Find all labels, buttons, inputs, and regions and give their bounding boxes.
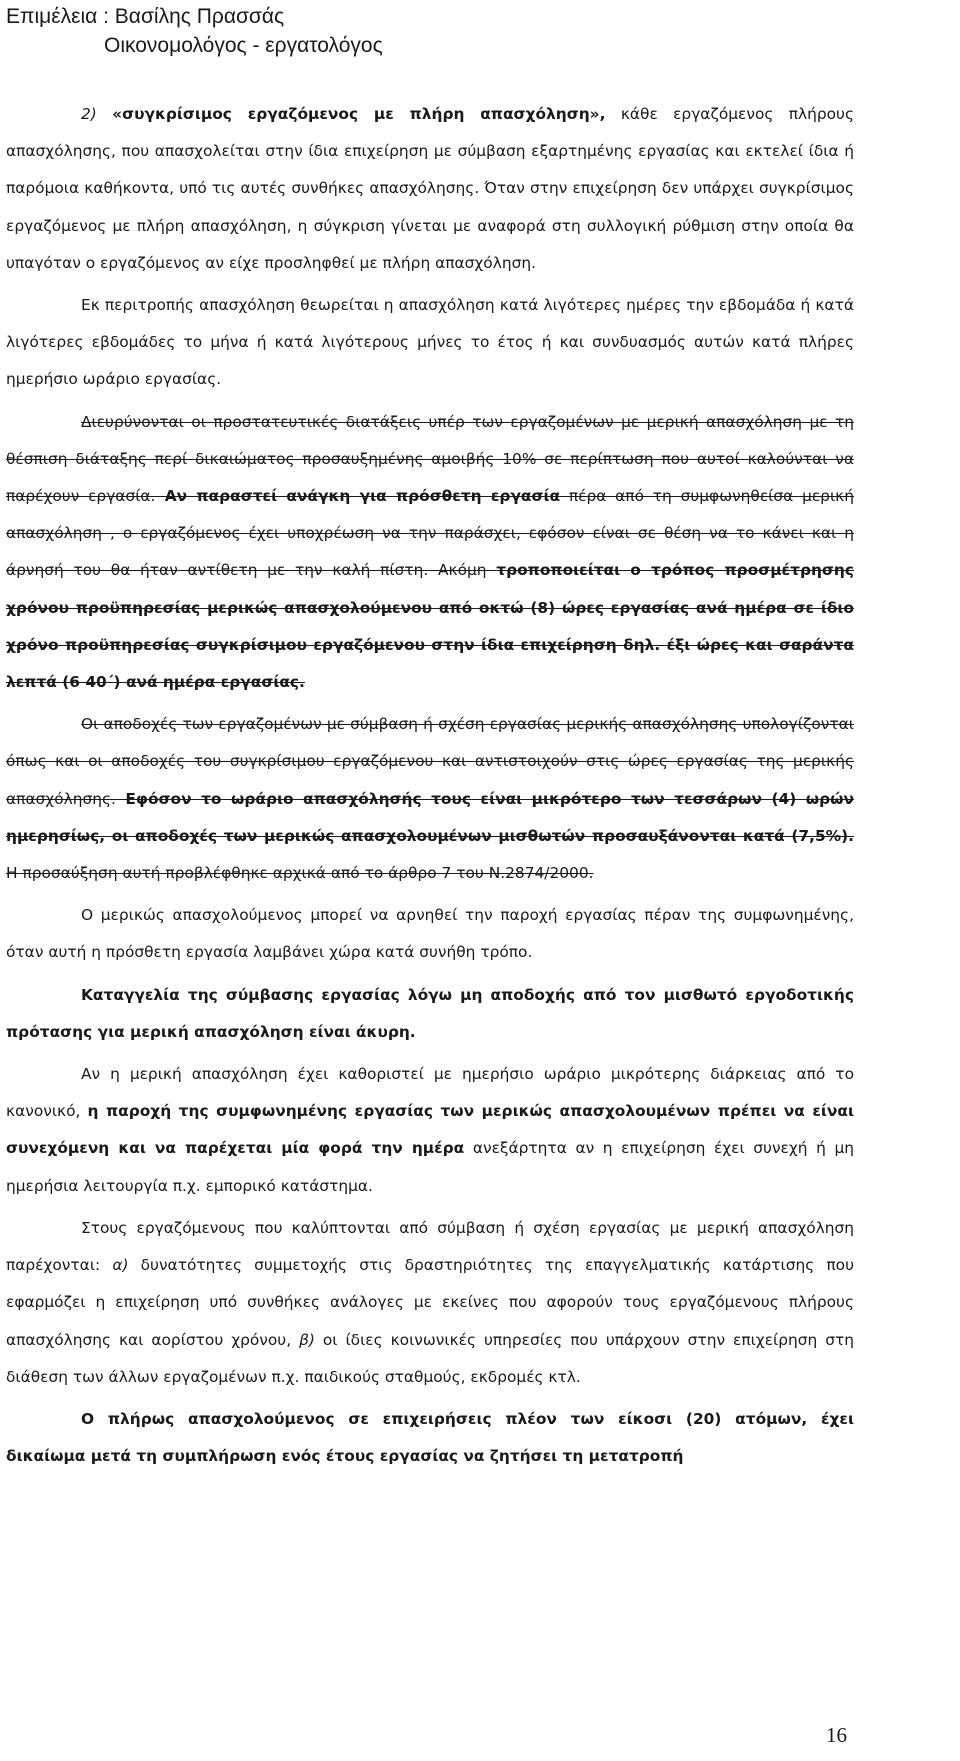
bold-text: Εφόσον το ωράριο απασχόλησής τους είναι μικρότερο των τεσσάρων (4) ωρών ημερησίως, οι αποδοχές των μερικώς απασχολουμένων μισθωτών προσαυξάνονται κατά (7,5%).	[6, 789, 854, 845]
item-label: α)	[112, 1256, 129, 1275]
page-number: 16	[826, 1723, 847, 1747]
paragraph-definition	[6, 96, 854, 282]
paragraph-text: πέρα από τη συμφωνηθείσα μερική απασχόληση , ο εργαζόμενος έχει υποχρέωση να την παράσχει, εφόσον είναι σε θέση να το κάνει και η άρνησή του θα ήταν αντίθετη με την καλή πίστη.	[6, 487, 854, 580]
item-label: β)	[299, 1330, 315, 1349]
bold-text: η παροχή της συμφωνημένης εργασίας των μερικώς απασχολουμένων πρέπει να είναι συνεχόμενη και να παρέχεται μία φορά την ημέρα	[6, 1102, 854, 1158]
paragraph-conversion	[6, 1401, 854, 1475]
paragraph-text: Αν η μερική απασχόληση έχει καθοριστεί με ημερήσιο ωράριο μικρότερης διάρκειας από το κανονικό,	[6, 1065, 854, 1121]
paragraph-text: κάθε εργαζόμενος πλήρους απασχόλησης, που απασχολείται στην ίδια επιχείρηση με σύμβαση εξαρτημένης εργασίας και εκτελεί ίδια ή παρόμοια καθήκοντα, υπό τις αυτές συνθήκες απασχόλησης. Όταν στην επιχείρηση δεν υπάρχει συγκρίσιμος εργαζόμενος με πλήρη απασχόληση, η σύγκριση γίνεται με αναφορά στη συλλογική ρύθμιση στην οποία θα υπαγόταν ο εργαζόμενος αν είχε προσληφθεί με πλήρη απασχόληση.	[6, 105, 854, 272]
paragraph-text: Ακόμη	[428, 561, 497, 580]
paragraph-refusal: Ο μερικώς απασχολούμενος μπορεί να αρνηθεί την παροχή εργασίας πέραν της συμφωνημένης, όταν αυτή η πρόσθετη εργασία λαμβάνει χώρα κατά συνήθη τρόπο.	[6, 906, 854, 962]
bold-text: Ο πλήρως απασχολούμενος σε επιχειρήσεις πλέον των είκοσι (20) ατόμων, έχει δικαίωμα μετά τη συμπλήρωση ενός έτους εργασίας να ζητήσει τη μετατροπή	[6, 1409, 854, 1466]
header-title: Οικονομολόγος - εργατολόγος	[104, 34, 383, 57]
page-header	[6, 2, 383, 60]
paragraph-text: ανεξάρτητα αν η επιχείρηση έχει συνεχή ή μη ημερήσια λειτουργία π.χ. εμπορικό κατάστημα.	[6, 1139, 854, 1195]
paragraph-text: δυνατότητες συμμετοχής στις δραστηριότητες της επαγγελματικής κατάρτισης που εφαρμόζει η επιχείρηση υπό συνθήκες ανάλογες με εκείνες που αφορούν τους εργαζόμενους πλήρους απασχόλησης και αορίστου χρόνου,	[6, 1256, 854, 1349]
paragraph-remuneration	[6, 706, 854, 892]
paragraph-protections	[6, 404, 854, 702]
paragraph-text: Διευρύνονται οι προστατευτικές διατάξεις υπέρ των εργαζομένων με μερική απασχόληση με τη θέσπιση διάταξης περί δικαιώματος προσαυξημένης αμοιβής 10% σε περίπτωση που αυτοί καλούνται να παρέχουν εργασία.	[6, 412, 854, 506]
bold-text: Αν παραστεί ανάγκη για πρόσθετη εργασία	[155, 487, 561, 506]
paragraph-text: οι ίδιες κοινωνικές υπηρεσίες που υπάρχουν στην επιχείρηση στη διάθεση των άλλων εργαζομένων π.χ. παιδικούς σταθμούς, εκδρομές κτλ.	[6, 1330, 854, 1386]
paragraph-training	[6, 1210, 854, 1396]
paragraph-text: Η προσαύξηση αυτή προβλέφθηκε αρχικά από το άρθρο 7 του Ν.2874/2000.	[6, 864, 594, 883]
paragraph-continuous	[6, 1056, 854, 1205]
paragraph-text: Στους εργαζόμενους που καλύπτονται από σύμβαση ή σχέση εργασίας με μερική απασχόληση παρέχονται:	[6, 1218, 854, 1275]
item-number: 2)	[81, 105, 97, 123]
defined-term: «συγκρίσιμος εργαζόμενος με πλήρη απασχόληση»,	[112, 105, 606, 123]
header-author: Επιμέλεια : Βασίλης Πρασσάς	[6, 5, 285, 28]
paragraph-termination	[6, 977, 854, 1051]
paragraph-rotation: Εκ περιτροπής απασχόληση θεωρείται η απασχόληση κατά λιγότερες ημέρες την εβδομάδα ή κατά λιγότερες εβδομάδες το μήνα ή κατά λιγότερους μήνες το έτος ή και συνδυασμός αυτών κατά πλήρες ημερήσιο ωράριο εργασίας.	[6, 296, 854, 389]
document-body	[6, 96, 854, 1475]
paragraph-text: Οι αποδοχές των εργαζομένων με σύμβαση ή σχέση εργασίας μερικής απασχόλησης υπολογίζονται όπως και οι αποδοχές του συγκρίσιμου εργαζόμενου και αντιστοιχούν στις ώρες εργασίας της μερικής απασχόλησης.	[6, 715, 854, 808]
bold-text: Καταγγελία της σύμβασης εργασίας λόγω μη αποδοχής από τον μισθωτό εργοδοτικής πρότασης για μερική απασχόληση είναι άκυρη.	[6, 985, 854, 1041]
bold-text: τροποποιείται ο τρόπος προσμέτρησης χρόνου προϋπηρεσίας μερικώς απασχολούμενου από οκτώ (8) ώρες εργασίας ανά ημέρα σε ίδιο χρόνο προϋπηρεσίας συγκρίσιμου εργαζόμενου στην ίδια επιχείρηση δηλ. έξι ώρες και σαράντα λεπτά (6 40΄) ανά ημέρα εργασίας.	[6, 561, 854, 692]
